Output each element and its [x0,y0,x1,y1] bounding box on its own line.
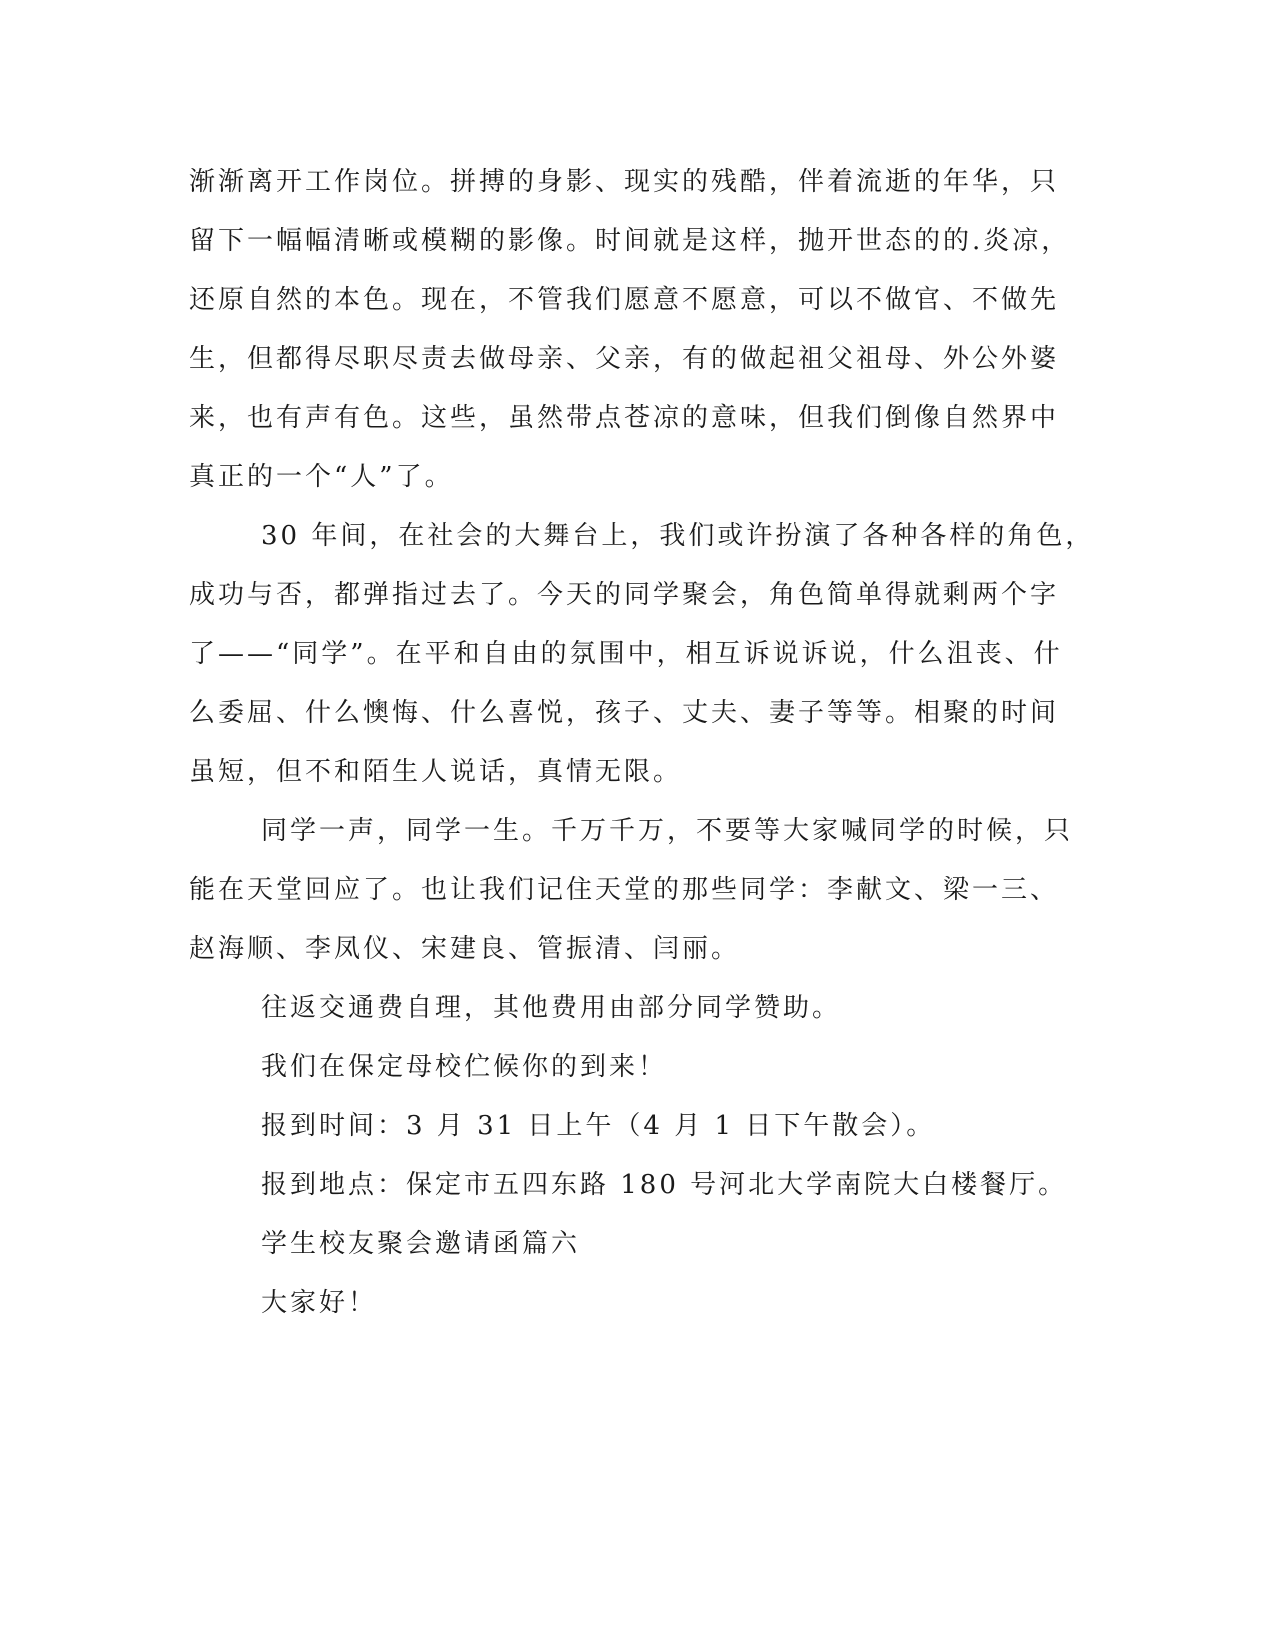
paragraph-start-line: 往返交通费自理，其他费用由部分同学赞助。 [261,993,842,1023]
registration-time-line: 报到时间：3 月 31 日上午（4 月 1 日下午散会）。 [261,1111,936,1141]
body-line: 赵海顺、李凤仪、宋建良、管振清、闫丽。 [189,934,741,964]
body-line: 么委屈、什么懊悔、什么喜悦，孩子、丈夫、妻子等等。相聚的时间 [189,698,1060,728]
registration-location-line: 报到地点：保定市五四东路 180 号河北大学南院大白楼餐厅。 [261,1170,1068,1200]
greeting-line: 大家好！ [261,1288,378,1318]
body-line: 生，但都得尽职尽责去做母亲、父亲，有的做起祖父祖母、外公外婆 [189,344,1060,374]
body-line: 还原自然的本色。现在，不管我们愿意不愿意，可以不做官、不做先 [189,285,1060,315]
body-line: 了——“同学”。在平和自由的氛围中，相互诉说诉说，什么沮丧、什 [189,639,1063,669]
paragraph-start-line: 30 年间，在社会的大舞台上，我们或许扮演了各种各样的角色， [261,521,1095,551]
body-line: 成功与否，都弹指过去了。今天的同学聚会，角色简单得就剩两个字 [189,580,1060,610]
body-line: 虽短，但不和陌生人说话，真情无限。 [189,757,683,787]
paragraph-start-line: 同学一声，同学一生。千万千万，不要等大家喊同学的时候，只 [261,816,1074,846]
body-line: 渐渐离开工作岗位。拼搏的身影、现实的残酷，伴着流逝的年华，只 [189,167,1060,197]
body-line: 留下一幅幅清晰或模糊的影像。时间就是这样，抛开世态的的.炎凉， [189,226,1071,256]
body-line: 能在天堂回应了。也让我们记住天堂的那些同学：李献文、梁一三、 [189,875,1060,905]
section-heading: 学生校友聚会邀请函篇六 [261,1229,581,1259]
paragraph-start-line: 我们在保定母校伫候你的到来！ [261,1052,668,1082]
body-line: 真正的一个“人”了。 [189,462,454,492]
body-line: 来，也有声有色。这些，虽然带点苍凉的意味，但我们倒像自然界中 [189,403,1060,433]
